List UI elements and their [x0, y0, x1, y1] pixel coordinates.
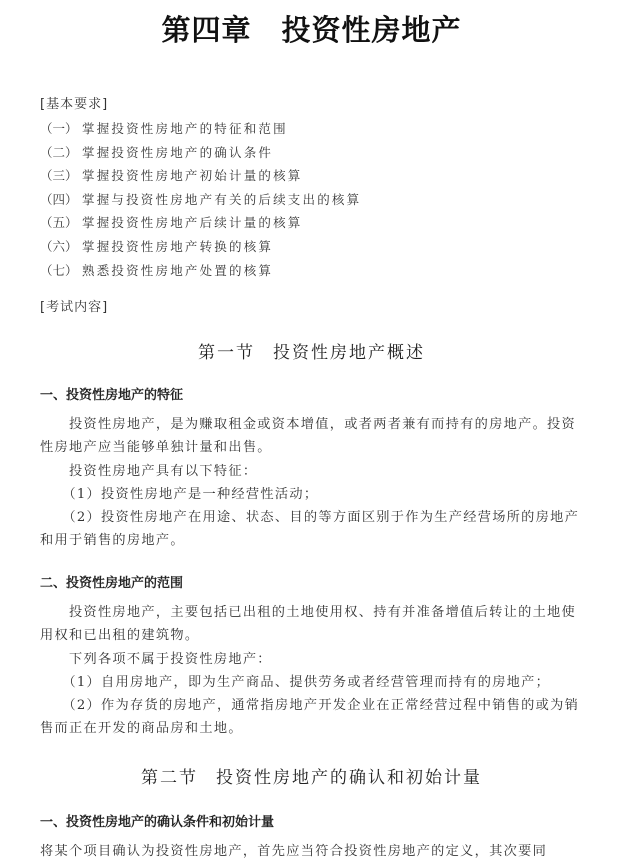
requirements-list [40, 117, 361, 282]
requirement-item: （二） 掌握投资性房地产的确认条件 [40, 144, 274, 160]
section1-sub1-heading: 一、投资性房地产的特征 [40, 388, 184, 403]
section1-title: 第一节 投资性房地产概述 [198, 343, 425, 363]
exam-content-heading: [考试内容] [40, 300, 109, 315]
requirement-item: （五） 掌握投资性房地产后续计量的核算 [40, 215, 303, 231]
chapter-name: 投资性房地产 [281, 13, 462, 47]
section1-sub2-body: 投资性房地产，主要包括已出租的土地使用权、持有并准备增值后转让的土地使 用权和已出租的建筑物。 下列各项不属于投资性房地产： （1）自用房地产，即为生产商品、提供劳务或者经营管理而持有的房地产； （2）作为存货的房地产，通常指房地产开发企业在正常经营过程中销售的或为销 售而正在开发的商品房和土地。 [40, 605, 580, 737]
section2-title: 第二节 投资性房地产的确认和初始计量 [141, 768, 482, 788]
chapter-title [0, 8, 623, 49]
requirement-item: （四） 掌握与投资性房地产有关的后续支出的核算 [40, 191, 362, 207]
requirement-item: （七） 熟悉投资性房地产处置的核算 [40, 262, 274, 278]
section1-sub2-heading: 二、投资性房地产的范围 [40, 576, 184, 591]
section1-sub1-body: 投资性房地产，是为赚取租金或资本增值，或者两者兼有而持有的房地产。投资 性房地产应当能够单独计量和出售。 投资性房地产具有以下特征： （1）投资性房地产是一种经营性活动； （2）投资性房地产在用途、状态、目的等方面区别于作为生产经营场所的房地产 和用于销售的房地产。 [40, 417, 580, 549]
requirement-item: （六） 掌握投资性房地产转换的核算 [40, 238, 274, 254]
chapter-number: 第四章 [161, 13, 252, 47]
section2-sub1-body: 将某个项目确认为投资性房地产，首先应当符合投资性房地产的定义，其次要同 [40, 844, 548, 859]
basic-requirements-heading: [基本要求] [40, 97, 109, 112]
section2-sub1-heading: 一、投资性房地产的确认条件和初始计量 [40, 815, 275, 830]
requirement-item: （一） 掌握投资性房地产的特征和范围 [40, 121, 288, 136]
requirement-item: （三） 掌握投资性房地产初始计量的核算 [40, 168, 303, 184]
